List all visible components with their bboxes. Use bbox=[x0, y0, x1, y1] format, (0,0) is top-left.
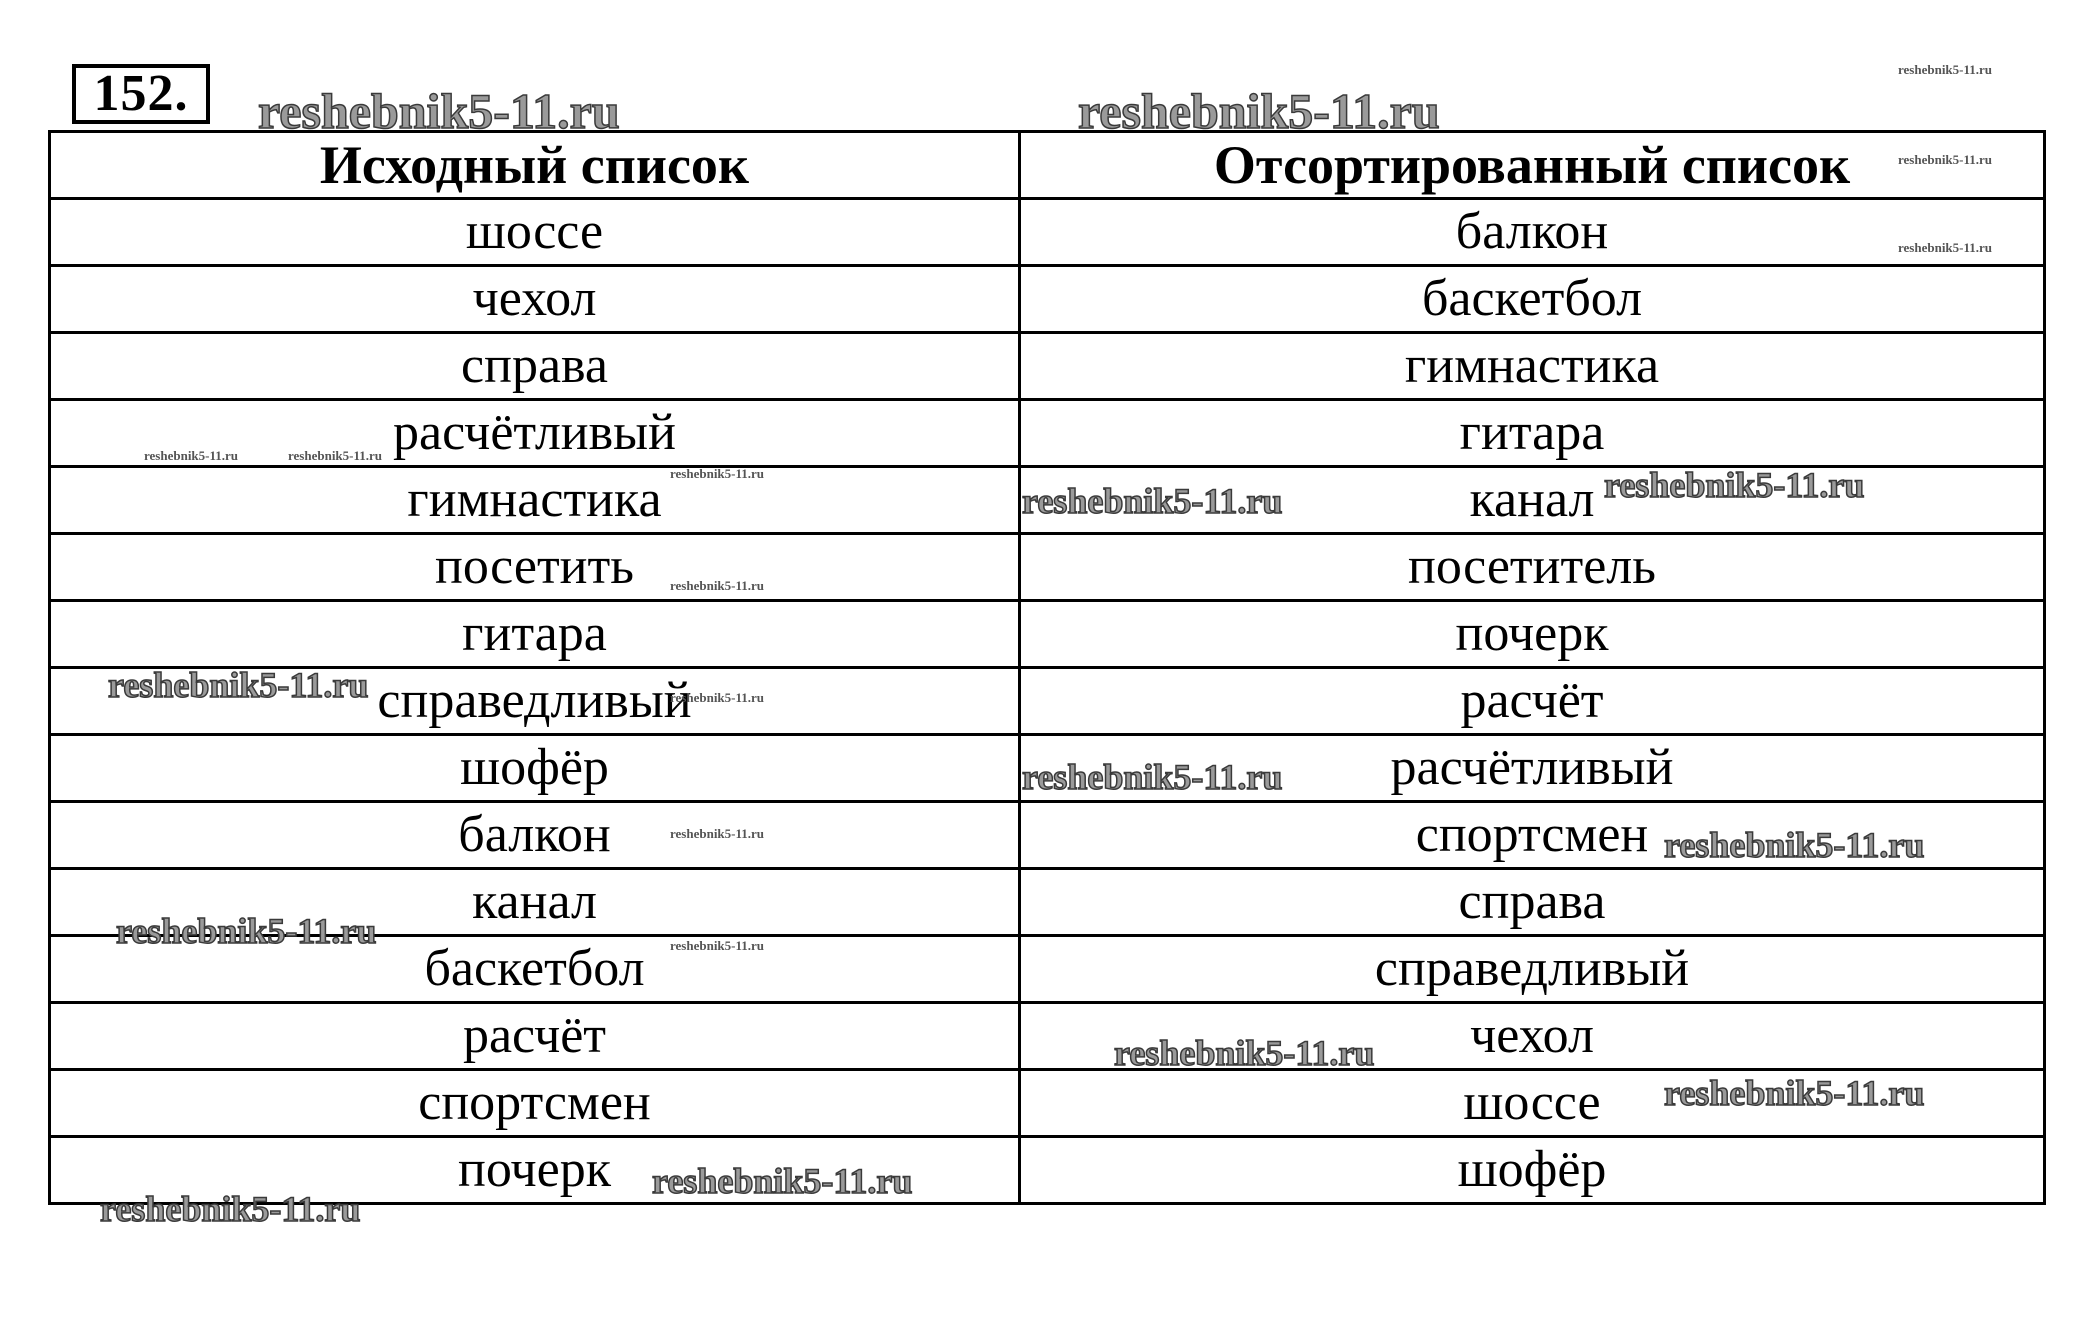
original-word: гитара bbox=[50, 601, 1020, 668]
table-row bbox=[50, 1137, 2045, 1204]
sorted-word: гимнастика bbox=[1020, 333, 2045, 400]
sorted-word: спортсмен bbox=[1020, 802, 2045, 869]
task-number: 152. bbox=[72, 64, 210, 124]
table-row bbox=[50, 601, 2045, 668]
watermark: reshebnik5-11.ru bbox=[670, 690, 765, 705]
table-row bbox=[50, 333, 2045, 400]
header-sorted-list: Отсортированный список bbox=[1020, 132, 2045, 199]
table-row bbox=[50, 400, 2045, 467]
watermark: reshebnik5-11.ru bbox=[670, 826, 765, 841]
watermark: reshebnik5-11.ru bbox=[116, 911, 377, 951]
watermark: reshebnik5-11.ru bbox=[1898, 152, 1993, 167]
sorted-word: канал bbox=[1020, 467, 2045, 534]
watermark: reshebnik5-11.ru bbox=[1898, 240, 1993, 255]
original-word: почерк bbox=[50, 1137, 1020, 1204]
original-word: балкон bbox=[50, 802, 1020, 869]
watermark: reshebnik5-11.ru bbox=[1022, 481, 1283, 521]
original-word: баскетбол bbox=[50, 936, 1020, 1003]
watermark: reshebnik5-11.ru bbox=[670, 466, 765, 481]
original-word: расчёт bbox=[50, 1003, 1020, 1070]
table-row bbox=[50, 735, 2045, 802]
table-row bbox=[50, 668, 2045, 735]
original-word: чехол bbox=[50, 266, 1020, 333]
original-word: справа bbox=[50, 333, 1020, 400]
watermark: reshebnik5-11.ru bbox=[1078, 83, 1440, 139]
watermark: reshebnik5-11.ru bbox=[258, 83, 620, 139]
sorted-word: шофёр bbox=[1020, 1137, 2045, 1204]
table-row bbox=[50, 1070, 2045, 1137]
watermark: reshebnik5-11.ru bbox=[1664, 825, 1925, 865]
watermark: reshebnik5-11.ru bbox=[652, 1161, 913, 1201]
sorted-word: чехол bbox=[1020, 1003, 2045, 1070]
table-row bbox=[50, 936, 2045, 1003]
table-row bbox=[50, 1003, 2045, 1070]
original-word: шоссе bbox=[50, 199, 1020, 266]
original-word: гимнастика bbox=[50, 467, 1020, 534]
sorted-word: расчёт bbox=[1020, 668, 2045, 735]
sorted-word: баскетбол bbox=[1020, 266, 2045, 333]
watermark: reshebnik5-11.ru bbox=[100, 1189, 361, 1229]
watermark: reshebnik5-11.ru bbox=[1664, 1073, 1925, 1113]
original-word: канал bbox=[50, 869, 1020, 936]
sorted-word: посетитель bbox=[1020, 534, 2045, 601]
watermark: reshebnik5-11.ru bbox=[670, 578, 765, 593]
sorted-word: почерк bbox=[1020, 601, 2045, 668]
table-row bbox=[50, 802, 2045, 869]
header-original-list: Исходный список bbox=[50, 132, 1020, 199]
original-word: расчётливый bbox=[50, 400, 1020, 467]
sorted-word: шоссе bbox=[1020, 1070, 2045, 1137]
watermark: reshebnik5-11.ru bbox=[144, 448, 239, 463]
original-word: справедливый bbox=[50, 668, 1020, 735]
sorted-word: справа bbox=[1020, 869, 2045, 936]
original-word: спортсмен bbox=[50, 1070, 1020, 1137]
watermark: reshebnik5-11.ru bbox=[1114, 1033, 1375, 1073]
word-sort-table bbox=[48, 130, 2046, 1205]
table-row bbox=[50, 869, 2045, 936]
watermark: reshebnik5-11.ru bbox=[1022, 757, 1283, 797]
original-word: шофёр bbox=[50, 735, 1020, 802]
watermark: reshebnik5-11.ru bbox=[108, 665, 369, 705]
sorted-word: гитара bbox=[1020, 400, 2045, 467]
table-row bbox=[50, 199, 2045, 266]
table-row bbox=[50, 467, 2045, 534]
sorted-word: справедливый bbox=[1020, 936, 2045, 1003]
table-row bbox=[50, 534, 2045, 601]
watermark: reshebnik5-11.ru bbox=[1898, 62, 1993, 77]
table-row bbox=[50, 266, 2045, 333]
original-word: посетить bbox=[50, 534, 1020, 601]
sorted-word: расчётливый bbox=[1020, 735, 2045, 802]
table-header-row bbox=[50, 132, 2045, 199]
watermark: reshebnik5-11.ru bbox=[288, 448, 383, 463]
watermark: reshebnik5-11.ru bbox=[670, 938, 765, 953]
sorted-word: балкон bbox=[1020, 199, 2045, 266]
watermark: reshebnik5-11.ru bbox=[1604, 465, 1865, 505]
